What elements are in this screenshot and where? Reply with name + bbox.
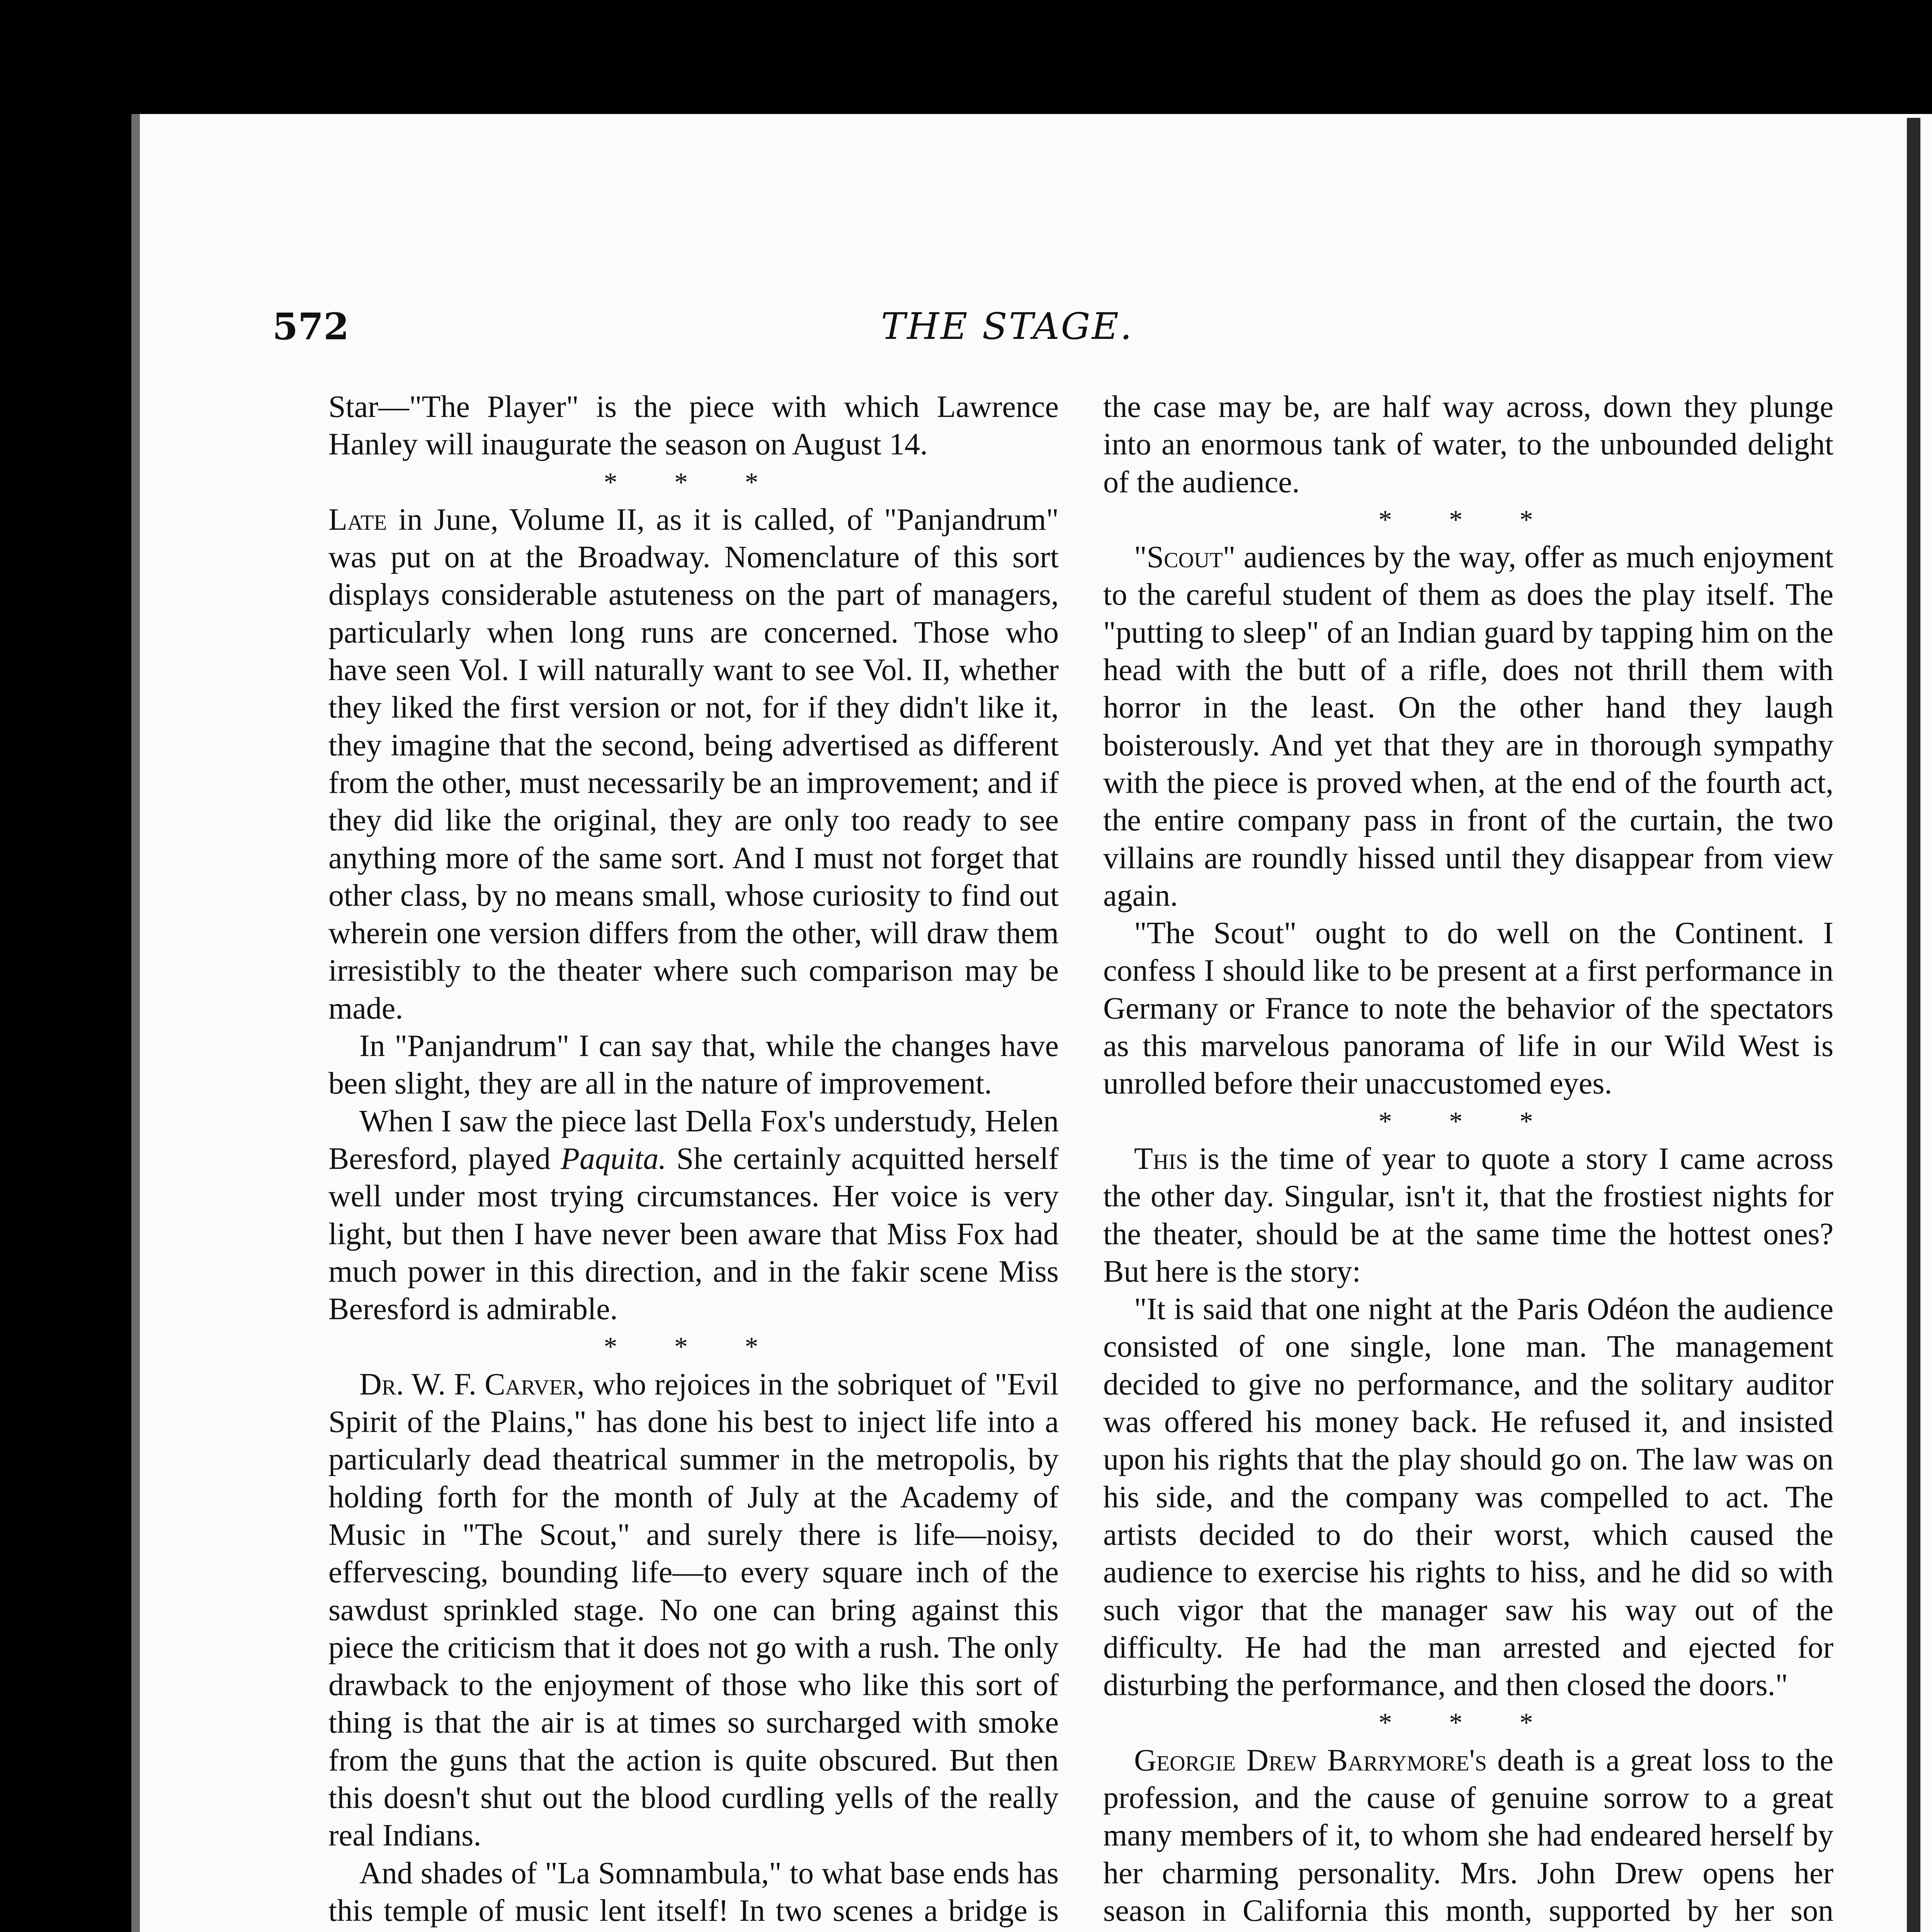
paragraph-text: death is a great loss to the profession, and the cause of genuine sorrow to a great many members of it, to whom she had endeared herself by her charming personality. Mrs. John Drew opens her season in California this month, supported by her son — [1103, 1743, 1833, 1928]
book-spine-shadow — [1907, 118, 1920, 1932]
paragraph-text: is the time of year to quote a story I came across the other day. Singular, isn't it, that the frostiest nights for the theater, should be at the same time the hottest ones? But here is the story: — [1103, 1141, 1833, 1289]
running-head: THE STAGE. — [881, 305, 1134, 348]
section-divider: * * * — [1378, 1708, 1558, 1738]
article-paragraph — [328, 1103, 1059, 1328]
paragraph-text: " audiences by the way, offer as much enjoyment to the careful student of them as does the play itself. The "putting to sleep" of an Indian guard by tapping him on the head with the butt of a rifle, does not thrill them with horror in the least. On the other hand they laugh boisterously. And yet that they are in thorough sympathy with the piece is proved when, at the end of the fourth act, the entire company pass in front of the curtain, the two villains are roundly hissed until they disappear from view again. — [1103, 540, 1833, 913]
lead-in-text: Georgie Drew Barrymore's — [1134, 1743, 1487, 1777]
article-paragraph — [328, 388, 1059, 464]
lead-in-text: Late — [328, 502, 387, 537]
article-paragraph — [1103, 1742, 1833, 1932]
paragraph-text: "It is said that one night at the Paris Odéon the audience consisted of one single, lone man. The management decided to give no performance, and the solitary auditor was offered his money back. He refused it, and insisted upon his rights that the play should go on. The law was on his side, and the company was compelled to act. The artists decided to do their worst, which caused the audience to exercise his rights to hiss, and he did so with such vigor that the manager saw his way out of the difficulty. He had the man arrested and ejected for disturbing the performance, and then closed the doors." — [1103, 1292, 1833, 1702]
paragraph-text: " — [1134, 540, 1147, 575]
paragraph-text: in June, Volume II, as it is called, of "Panjandrum" was put on at the Broadway. Nomenclature of this sort displays considerable astuteness on the part of managers, particularly when long runs are concerned. Those who have seen Vol. I will naturally want to see Vol. II, whether they liked the first version or not, for if they didn't like it, they imagine that the second, being advertised as different from the other, must necessarily be an improvement; and if they did like the original, they are only too ready to see anything more of the same sort. And I must not forget that other class, by no means small, whose curiosity to find out wherein one version differs from the other, will draw them irresistibly to the theater where such comparison may be made. — [328, 502, 1059, 1026]
article-paragraph — [328, 1366, 1059, 1855]
section-divider: * * * — [604, 1332, 784, 1362]
paragraph-text: In "Panjandrum" I can say that, while the changes have been slight, they are all in the nature of improvement. — [328, 1029, 1059, 1101]
article-paragraph — [328, 1027, 1059, 1103]
lead-in-text: Dr. W. F. Carver, — [359, 1367, 585, 1401]
paragraph-text: Star—"The Player" is the piece with which Lawrence Hanley will inaugurate the season on August 14. — [328, 390, 1059, 462]
article-paragraph — [328, 501, 1059, 1027]
article-paragraph — [328, 1855, 1059, 1932]
paragraph-text: She certainly acquitted herself well under most trying circumstances. Her voice is very light, but then I have never been aware that Miss Fox had much power in this direction, and in the fakir scene Miss Beresford is admirable. — [328, 1141, 1059, 1327]
article-paragraph — [1103, 915, 1833, 1102]
section-divider: * * * — [1378, 505, 1558, 535]
lead-in-text: This — [1134, 1141, 1188, 1176]
section-divider: * * * — [1378, 1106, 1558, 1136]
paragraph-text: the case may be, are half way across, down they plunge into an enormous tank of water, to the unbounded delight of the audience. — [1103, 390, 1833, 499]
paragraph-text: "The Scout" ought to do well on the Continent. I confess I should like to be present at a first performance in Germany or France to note the behavior of the spectators as this marvelous panorama of life in our Wild West is unrolled before their unaccustomed eyes. — [1103, 916, 1833, 1101]
section-divider: * * * — [604, 467, 784, 497]
right-column — [1103, 388, 1833, 1932]
italic-role-name: Paquita. — [561, 1141, 667, 1176]
page-number: 572 — [272, 305, 349, 348]
article-paragraph — [1103, 539, 1833, 915]
paragraph-text: who rejoices in the sobriquet of "Evil Spirit of the Plains," has done his best to inject life into a particularly dead theatrical summer in the metropolis, by holding forth for the month of July at the Academy of Music in "The Scout," and surely there is life—noisy, effervescing, bounding life—to every square inch of the sawdust sprinkled stage. No one can bring against this piece the criticism that it does not go with a rush. The only drawback to the enjoyment of those who like this sort of thing is that the air is at times so surcharged with smoke from the guns that the action is quite obscured. But then this doesn't shut out the blood curdling yells of the really real Indians. — [328, 1367, 1059, 1853]
left-column — [328, 388, 1059, 1932]
lead-in-text: Scout — [1146, 540, 1223, 575]
article-paragraph — [1103, 1291, 1833, 1704]
article-paragraph — [1103, 1140, 1833, 1291]
paragraph-text: When I saw the piece last Della Fox's understudy, Helen Beresford, played — [328, 1104, 1059, 1176]
article-paragraph — [1103, 388, 1833, 501]
paragraph-text: And shades of "La Somnambula," to what base ends has this temple of music lent itself! In two scenes a bridge is — [328, 1856, 1059, 1928]
